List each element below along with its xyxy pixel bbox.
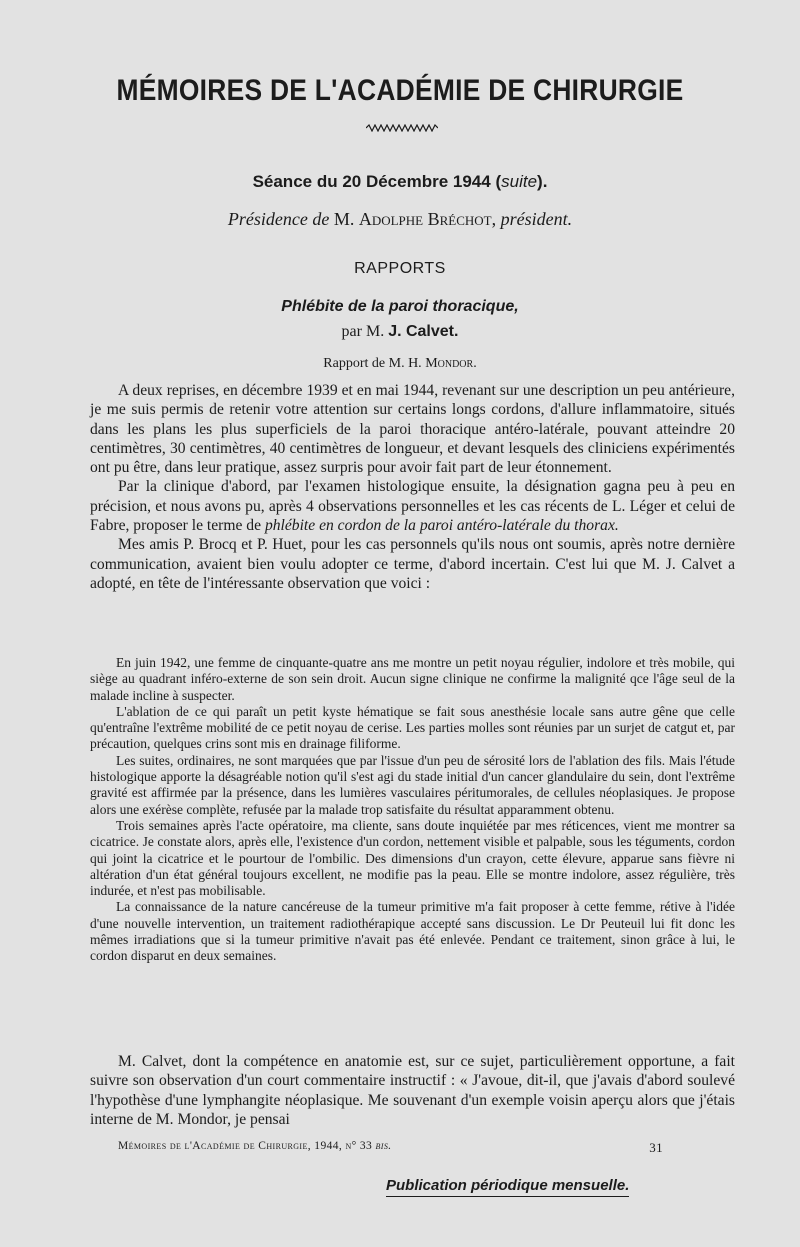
publication-note [386,1177,629,1194]
article-byline [0,323,800,341]
session-heading: Séance du 20 Décembre 1944 (suite). [252,172,548,191]
session-date: Séance du 20 Décembre 1944 [252,172,491,191]
reporter-name: Mondor. [425,356,477,371]
byline-prefix: par M. [341,323,385,340]
body-paragraph [90,477,735,535]
section-title: RAPPORTS [354,260,446,277]
presidency-m: M. [333,209,355,229]
reporter-prefix: Rapport de M. H. [323,356,422,371]
title-ornament [366,124,438,132]
observation-paragraph: Les suites, ordinaires, ne sont marquées que par l'issue d'un peu de sérosité lors de l'ablation des fils. Mais l'étude histologique apporte la désagréable notion qu'il s'est agi du stade initial d'un cancer glandulaire du sein, dont l'extrême gravité est affirmée par la présence, dans les lumières vasculaires péritumorales, de cellules néoplasiques. Je propose alors une exérèse complète, refusée par la malade trop satisfaite du résultat apparamment obtenu. [90,752,735,817]
publication-note-underline [386,1196,629,1197]
para2-text: Par la clinique d'abord, par l'examen histologique ensuite, la désignation gagna peu à peu en précision, et nous avons pu, après 4 observations personnelles et les cas récents de L. Léger et celui de Fabre, proposer le terme de [90,478,735,535]
president-name: Adolphe Bréchot [358,209,492,229]
journal-reference [118,1140,392,1152]
observation-paragraph: L'ablation de ce qui paraît un petit kyste hématique se fait sous anesthésie locale sans autre gêne que celle qu'entraîne l'extrême mobilité de ce petit noyau de cerise. Les parties molles sont réunies par un surjet de catgut et, par précaution, quelques crins sont mis en drainage filiforme. [90,703,735,752]
publication-note-text: Publication périodique mensuelle. [386,1177,630,1194]
presidency-prefix: Présidence de [227,209,330,229]
observation-paragraph: Trois semaines après l'acte opératoire, ma cliente, sans doute inquiétée par mes réticences, vient me montrer sa cicatrice. Je constate alors, après elle, l'existence d'un cordon, nettement visible et palpable, sous les téguments, cordon qui joint la cicatrice et le pourtour de l'ombilic. Des dimensions d'un crayon, cette élevure, apparue sans fièvre ni altération d'un état général toujours excellent, ne modifie pas la peau. Elle se montre indolore, assez régulière, très indurée, et n'est pas mobilisable. [90,817,735,899]
observation-paragraph: En juin 1942, une femme de cinquante-quatre ans me montre un petit noyau régulier, indolore et très mobile, qui siège au quadrant inféro-externe de son sein droit. Aucun signe clinique ne confirme la malignité qce l'âge seul de la malade incline à suspecter. [90,655,735,703]
journal-title: MÉMOIRES DE L'ACADÉMIE DE CHIRURGIE [116,74,684,107]
observation-paragraph: La connaissance de la nature cancéreuse de la tumeur primitive m'a fait proposer à cette femme, rétive à l'idée d'une nouvelle intervention, un traitement radiothérapique accepté sans discussion. Le Dr Peuteuil lui fit donc les mêmes irradiations que si la tumeur primitive n'avait pas été enlevée. Pendant ce traitement, sinon grâce à lui, le cordon disparut en deux semaines. [90,899,735,964]
body-paragraph: A deux reprises, en décembre 1939 et en mai 1944, revenant sur une description un peu antérieure, je me suis permis de retenir votre attention sur certains longs cordons, d'allure inflammatoire, situés dans les plans les plus superficiels de la paroi thoracique antéro-latérale, pouvant atteindre 20 centimètres, 30 centimètres, 40 centimètres de longueur, et devant lesquels des cliniciens expérimentés ont pu être, dans leur pratique, assez surpris pour avoir fait part de leur étonnement. [90,382,735,477]
closing-paragraph: M. Calvet, dont la compétence en anatomie est, sur ce sujet, particulièrement opportune, a fait suivre son observation d'un court commentaire instructif : « J'avoue, dit-il, que j'avais d'abord soulevé l'hypothèse d'une lymphangite néoplasique. Me souvenant d'un exemple voisin aperçu alors que j'étais interne de M. Mondor, je pensai [90,1053,735,1128]
report-body [90,381,735,593]
presidency-line: Présidence de M. Adolphe Bréchot, président. [227,209,573,229]
journal-reference-bis: bis. [375,1140,392,1152]
journal-reference-text: Mémoires de l'Académie de Chirurgie, 1944, n° 33 [118,1140,373,1152]
reporter-line [0,356,800,372]
body-paragraph: Mes amis P. Brocq et P. Huet, pour les cas personnels qu'ils nous ont soumis, après notre dernière communication, avaient bien voulu adopter ce terme, d'abord incertain. C'est lui que M. J. Calvet a adopté, en tête de l'intéressante observation que voici : [90,536,735,592]
observation-block [90,655,735,965]
para2-emphasis: phlébite en cordon de la paroi antéro-latérale du thorax. [264,517,619,535]
article-title: Phlébite de la paroi thoracique, [281,298,519,315]
byline-author: J. Calvet. [388,323,459,340]
session-suite: suite [501,172,538,191]
closing-body [90,1052,735,1129]
president-role: président. [500,209,573,229]
page-number: 31 [649,1140,663,1155]
